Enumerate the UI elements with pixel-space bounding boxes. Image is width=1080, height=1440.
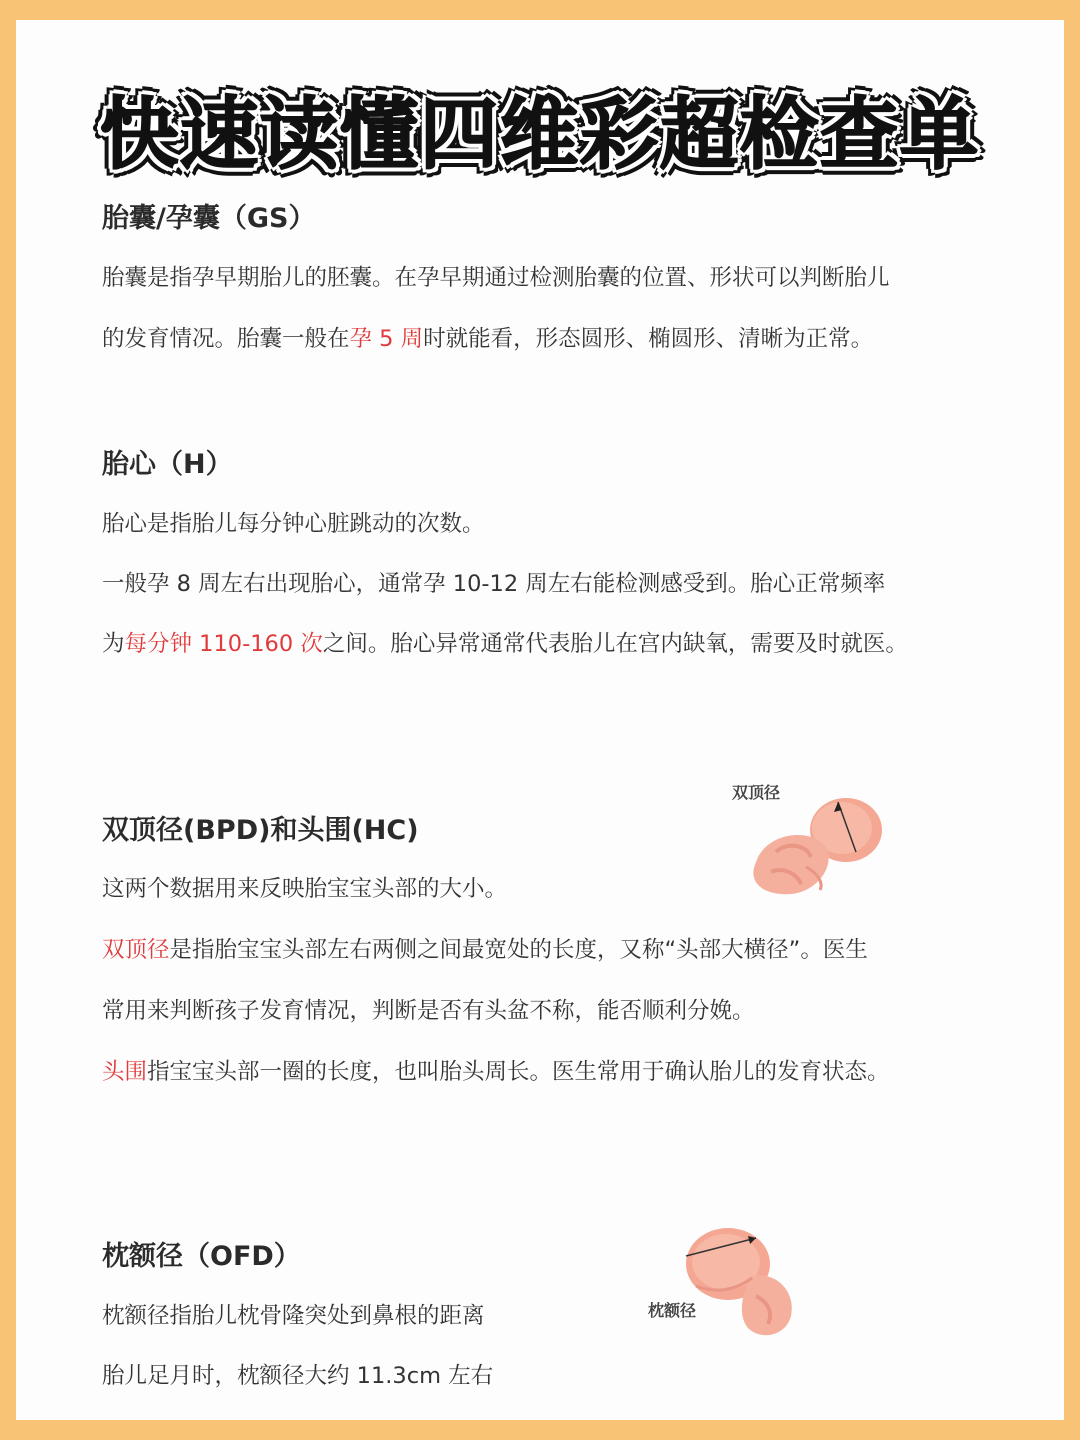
gs-text-line2 bbox=[102, 321, 873, 353]
h-text-line3 bbox=[102, 626, 908, 658]
h-text-line2: 一般孕 8 周左右出现胎心，通常孕 10-12 周左右能检测感受到。胎心正常频率 bbox=[102, 571, 886, 597]
ofd-image-label: 枕额径 bbox=[648, 1301, 697, 1320]
hc-text-line bbox=[102, 1054, 890, 1086]
bpd-text: 是指胎宝宝头部左右两侧之间最宽处的长度，又称“头部大横径”。医生 bbox=[169, 937, 868, 963]
gs-highlight: 孕 5 周 bbox=[349, 326, 424, 352]
h-text: 为 bbox=[102, 631, 125, 657]
gs-text-line1: 胎囊是指孕早期胎儿的胚囊。在孕早期通过检测胎囊的位置、形状可以判断胎儿 bbox=[102, 265, 890, 291]
gs-text: 的发育情况。胎囊一般在 bbox=[102, 326, 350, 352]
ofd-text-line1: 枕额径指胎儿枕骨隆突处到鼻根的距离 bbox=[102, 1303, 485, 1329]
content-card bbox=[16, 20, 1064, 1420]
bpd-image-label: 双顶径 bbox=[732, 783, 781, 802]
heading-gs: 胎囊/孕囊（GS） bbox=[102, 203, 316, 234]
bpd-highlight: 双顶径 bbox=[102, 937, 170, 963]
heading-ofd: 枕额径（OFD） bbox=[102, 1241, 301, 1272]
h-highlight: 每分钟 110-160 次 bbox=[124, 631, 323, 657]
ofd-text-line2: 胎儿足月时，枕额径大约 11.3cm 左右 bbox=[102, 1363, 494, 1389]
fetus-bpd-illustration bbox=[716, 772, 916, 912]
h-text-line1: 胎心是指胎儿每分钟心脏跳动的次数。 bbox=[102, 511, 485, 537]
hc-text: 指宝宝头部一圈的长度，也叫胎头周长。医生常用于确认胎儿的发育状态。 bbox=[147, 1059, 890, 1085]
h-text: 之间。胎心异常通常代表胎儿在宫内缺氧，需要及时就医。 bbox=[322, 631, 908, 657]
fetus-ofd-illustration bbox=[656, 1216, 836, 1346]
bpd-text-line1: 这两个数据用来反映胎宝宝头部的大小。 bbox=[102, 876, 508, 902]
heading-heartbeat: 胎心（H） bbox=[102, 449, 233, 480]
bpd-text-line3: 常用来判断孩子发育情况，判断是否有头盆不称，能否顺利分娩。 bbox=[102, 998, 755, 1024]
hc-highlight: 头围 bbox=[102, 1059, 148, 1085]
bpd-text-line2 bbox=[102, 932, 868, 964]
heading-bpd-hc: 双顶径(BPD)和头围(HC) bbox=[102, 815, 419, 846]
gs-text: 时就能看，形态圆形、椭圆形、清晰为正常。 bbox=[423, 326, 874, 352]
page-title: 快速读懂四维彩超检查单 bbox=[99, 90, 980, 180]
